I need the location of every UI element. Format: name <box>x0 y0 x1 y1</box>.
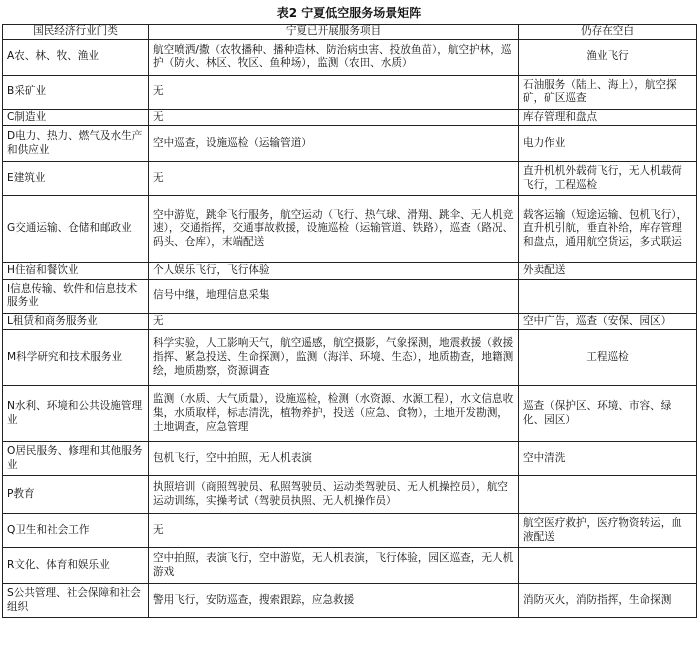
services-cell: 空中游览，跳伞飞行服务，航空运动（飞行、热气球、滑翔、跳伞、无人机竞速），交通指挥，交通事故救援，设施巡检（运输管道、铁路），巡查（路况、码头、仓库），末端配送 <box>149 196 519 263</box>
gaps-cell: 消防灭火，消防指挥，生命探测 <box>519 584 697 618</box>
industry-cell: G交通运输、仓储和邮政业 <box>3 196 149 263</box>
table-row <box>3 75 697 109</box>
industry-cell: D电力、热力、燃气及水生产和供应业 <box>3 126 149 162</box>
gaps-cell: 巡查（保护区、环境、市容、绿化、园区） <box>519 386 697 442</box>
table-header-row <box>3 25 697 40</box>
industry-cell: Q卫生和社会工作 <box>3 514 149 548</box>
gaps-cell: 航空医疗救护，医疗物资转运，血液配送 <box>519 514 697 548</box>
industry-cell: R文化、体育和娱乐业 <box>3 548 149 584</box>
industry-cell: O居民服务、修理和其他服务业 <box>3 442 149 476</box>
services-cell: 无 <box>149 313 519 330</box>
services-cell: 警用飞行，安防巡查，搜索跟踪，应急救援 <box>149 584 519 618</box>
gaps-cell: 石油服务（陆上、海上），航空探矿，矿区巡查 <box>519 75 697 109</box>
industry-cell: B采矿业 <box>3 75 149 109</box>
table-row <box>3 514 697 548</box>
industry-cell: P教育 <box>3 476 149 514</box>
services-cell: 监测（水质、大气质量），设施巡检，检测（水资源、水源工程），水文信息收集，水质取样，标志清洗，植物养护，投送（应急、食物），土地开发勘测，土地调查，应急管理 <box>149 386 519 442</box>
gaps-cell: 空中广告，巡查（安保、园区） <box>519 313 697 330</box>
gaps-cell: 载客运输（短途运输、包机飞行），直升机引航，垂直补给，库存管理和盘点，通用航空货运，多式联运 <box>519 196 697 263</box>
table-row <box>3 548 697 584</box>
gaps-cell: 渔业飞行 <box>519 39 697 75</box>
gaps-cell: 直升机机外载荷飞行，无人机载荷飞行，工程巡检 <box>519 162 697 196</box>
gaps-cell: 电力作业 <box>519 126 697 162</box>
table-row <box>3 330 697 386</box>
services-cell: 空中巡查，设施巡检（运输管道） <box>149 126 519 162</box>
gaps-cell <box>519 476 697 514</box>
header-industry: 国民经济行业门类 <box>3 25 149 40</box>
services-cell: 执照培训（商照驾驶员、私照驾驶员、运动类驾驶员、无人机操控员），航空运动训练，实操考试（驾驶员执照、无人机操作员） <box>149 476 519 514</box>
gaps-cell: 库存管理和盘点 <box>519 109 697 126</box>
table-row <box>3 196 697 263</box>
gaps-cell <box>519 548 697 584</box>
gaps-cell: 空中清洗 <box>519 442 697 476</box>
industry-cell: H住宿和餐饮业 <box>3 263 149 280</box>
table-body <box>3 39 697 618</box>
industry-cell: L租赁和商务服务业 <box>3 313 149 330</box>
services-cell: 无 <box>149 514 519 548</box>
industry-cell: M科学研究和技术服务业 <box>3 330 149 386</box>
table-row <box>3 162 697 196</box>
services-cell: 科学实验，人工影响天气，航空遥感，航空摄影，气象探测，地震救援（救援指挥、紧急投送、生命探测），监测（海洋、环境、生态），地质勘查，地籍测绘，地质勘察，资源调查 <box>149 330 519 386</box>
services-cell: 无 <box>149 162 519 196</box>
services-cell: 航空喷洒/撒（农牧播种、播种造林、防治病虫害、投放鱼苗），航空护林，巡护（防火、林区、牧区、鱼种场），监测（农田、水质） <box>149 39 519 75</box>
industry-cell: N水利、环境和公共设施管理业 <box>3 386 149 442</box>
table-row <box>3 109 697 126</box>
gaps-cell <box>519 279 697 313</box>
table-caption: 表2 宁夏低空服务场景矩阵 <box>276 6 422 20</box>
gaps-cell: 工程巡检 <box>519 330 697 386</box>
services-cell: 信号中继，地理信息采集 <box>149 279 519 313</box>
services-cell: 包机飞行，空中拍照，无人机表演 <box>149 442 519 476</box>
services-cell: 个人娱乐飞行，飞行体验 <box>149 263 519 280</box>
header-services: 宁夏已开展服务项目 <box>149 25 519 40</box>
industry-cell: C制造业 <box>3 109 149 126</box>
industry-cell: I信息传输、软件和信息技术服务业 <box>3 279 149 313</box>
table-row <box>3 263 697 280</box>
table-row <box>3 279 697 313</box>
table-row <box>3 386 697 442</box>
table-row <box>3 39 697 75</box>
gaps-cell: 外卖配送 <box>519 263 697 280</box>
table-row <box>3 313 697 330</box>
industry-cell: E建筑业 <box>3 162 149 196</box>
services-cell: 无 <box>149 109 519 126</box>
table-row <box>3 126 697 162</box>
industry-cell: S公共管理、社会保障和社会组织 <box>3 584 149 618</box>
industry-cell: A农、林、牧、渔业 <box>3 39 149 75</box>
services-cell: 无 <box>149 75 519 109</box>
scenario-matrix-table <box>2 24 697 618</box>
services-cell: 空中拍照，表演飞行，空中游览，无人机表演，飞行体验，园区巡查，无人机游戏 <box>149 548 519 584</box>
header-gaps: 仍存在空白 <box>519 25 697 40</box>
table-row <box>3 584 697 618</box>
table-row <box>3 476 697 514</box>
table-row <box>3 442 697 476</box>
